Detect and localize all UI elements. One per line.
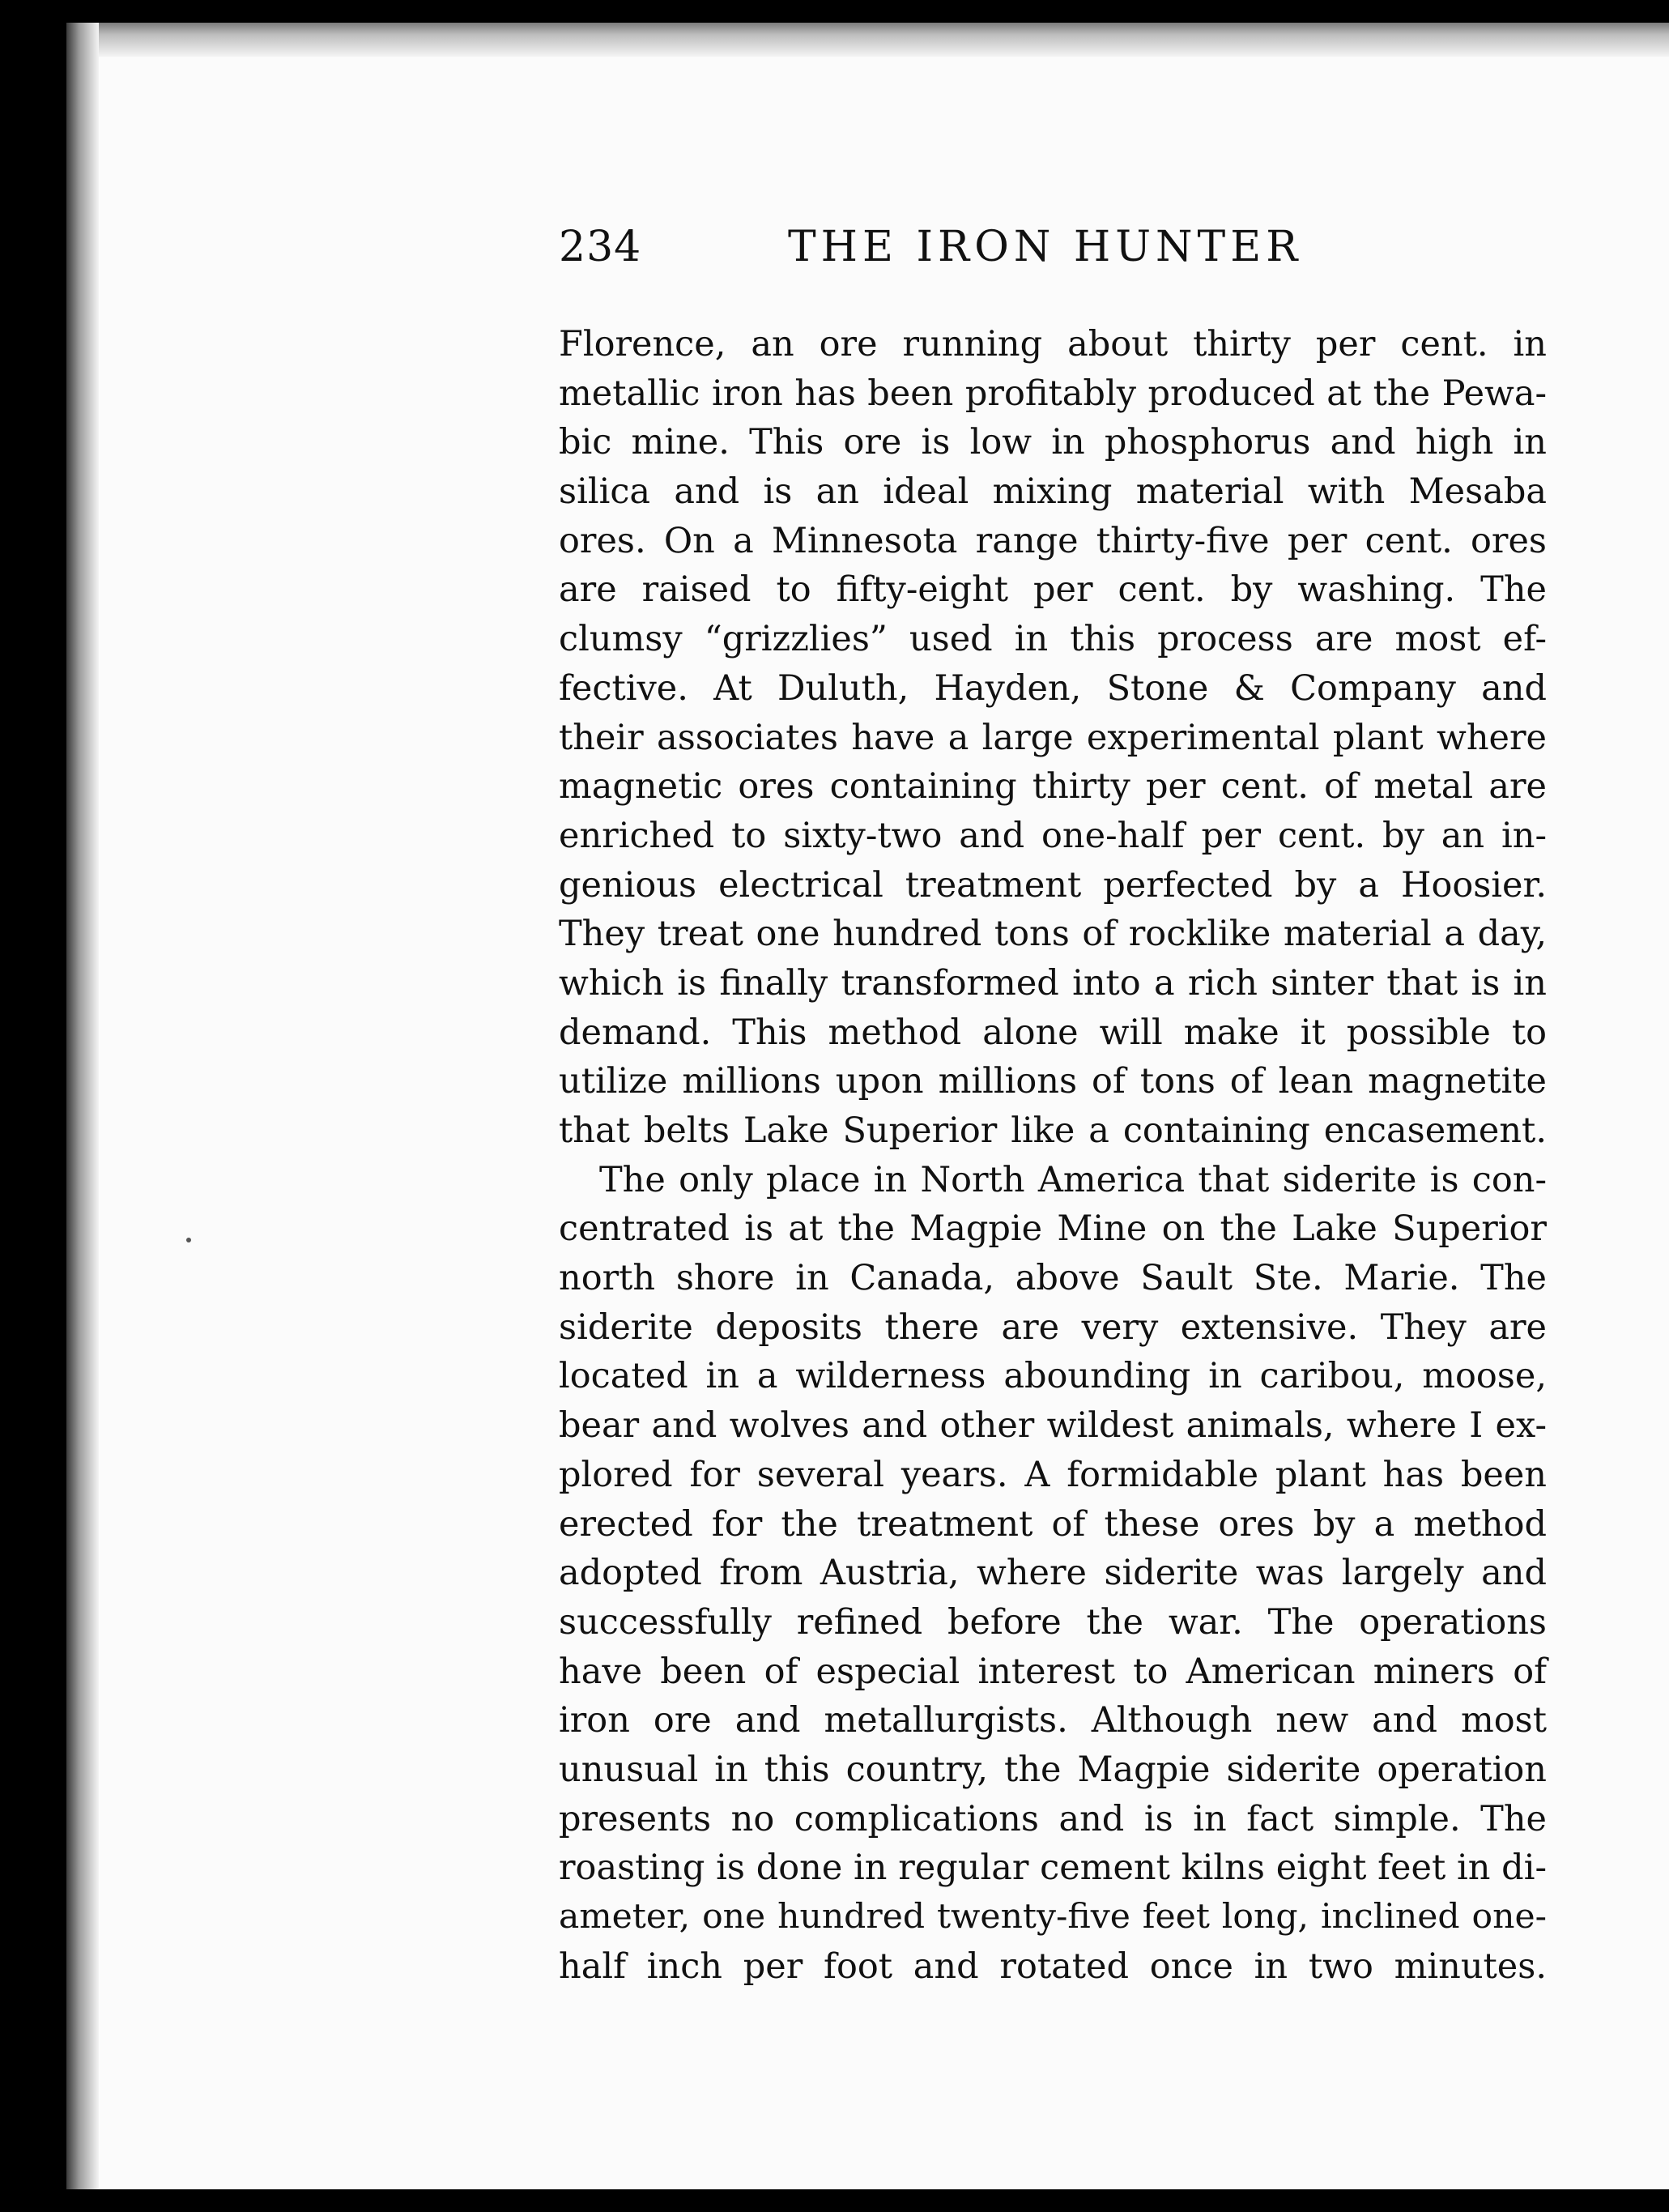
- text-line: demand. This method alone will make it possible to: [559, 1012, 1547, 1053]
- running-title: THE IRON HUNTER: [788, 223, 1303, 271]
- text-line: bic mine. This ore is low in phosphorus and high in: [559, 422, 1547, 463]
- body-text: [559, 320, 1547, 1991]
- text-line: genious electrical treatment perfected by a Hoosier.: [559, 864, 1547, 906]
- paper-left-edge: [66, 23, 99, 2189]
- text-line: magnetic ores containing thirty per cent. of metal are: [559, 766, 1547, 808]
- text-line: that belts Lake Superior like a containing encasement.: [559, 1110, 1547, 1151]
- text-line: silica and is an ideal mixing material with Mesaba: [559, 471, 1547, 513]
- paragraph-start-line: The only place in North America that siderite is con-: [599, 1159, 1547, 1200]
- text-line: which is finally transformed into a rich sinter that is in: [559, 962, 1547, 1004]
- page-number: 234: [559, 223, 642, 271]
- text-line: enriched to sixty-two and one-half per cent. by an in-: [559, 815, 1547, 856]
- text-line: utilize millions upon millions of tons of lean magnetite: [559, 1061, 1547, 1102]
- running-head: [559, 223, 1547, 279]
- text-line: located in a wilderness abounding in caribou, moose,: [559, 1356, 1547, 1397]
- paper-top-edge: [66, 23, 1669, 57]
- scan-speck: [186, 1238, 191, 1242]
- text-line: have been of especial interest to American miners of: [559, 1651, 1547, 1692]
- text-line: clumsy “grizzlies” used in this process are most ef-: [559, 619, 1547, 660]
- text-line: They treat one hundred tons of rocklike material a day,: [559, 914, 1547, 955]
- text-line: Florence, an ore running about thirty per cent. in: [559, 324, 1547, 364]
- text-line: successfully refined before the war. The operations: [559, 1601, 1547, 1643]
- text-line: are raised to fifty-eight per cent. by washing. The: [559, 569, 1547, 611]
- text-line: bear and wolves and other wildest animals, where I ex-: [559, 1405, 1547, 1447]
- text-line: half inch per foot and rotated once in two minutes.: [559, 1946, 1547, 1987]
- text-line: unusual in this country, the Magpie siderite operation: [559, 1749, 1547, 1790]
- text-line: ameter, one hundred twenty-five feet long, inclined one-: [559, 1897, 1547, 1937]
- text-line: ores. On a Minnesota range thirty-five per cent. ores: [559, 520, 1547, 561]
- text-line: north shore in Canada, above Sault Ste. Marie. The: [559, 1258, 1547, 1299]
- text-line: centrated is at the Magpie Mine on the Lake Superior: [559, 1208, 1547, 1250]
- text-line: erected for the treatment of these ores by a method: [559, 1503, 1547, 1545]
- text-line: plored for several years. A formidable plant has been: [559, 1454, 1547, 1495]
- text-line: their associates have a large experimental plant where: [559, 717, 1547, 758]
- text-line: fective. At Duluth, Hayden, Stone & Company and: [559, 667, 1547, 709]
- text-line: iron ore and metallurgists. Although new and most: [559, 1700, 1547, 1741]
- text-line: siderite deposits there are very extensive. They are: [559, 1306, 1547, 1348]
- text-line: roasting is done in regular cement kilns eight feet in di-: [559, 1848, 1547, 1889]
- text-line: presents no complications and is in fact simple. The: [559, 1798, 1547, 1839]
- text-line: adopted from Austria, where siderite was largely and: [559, 1553, 1547, 1594]
- text-line: metallic iron has been profitably produced at the Pewa-: [559, 373, 1547, 414]
